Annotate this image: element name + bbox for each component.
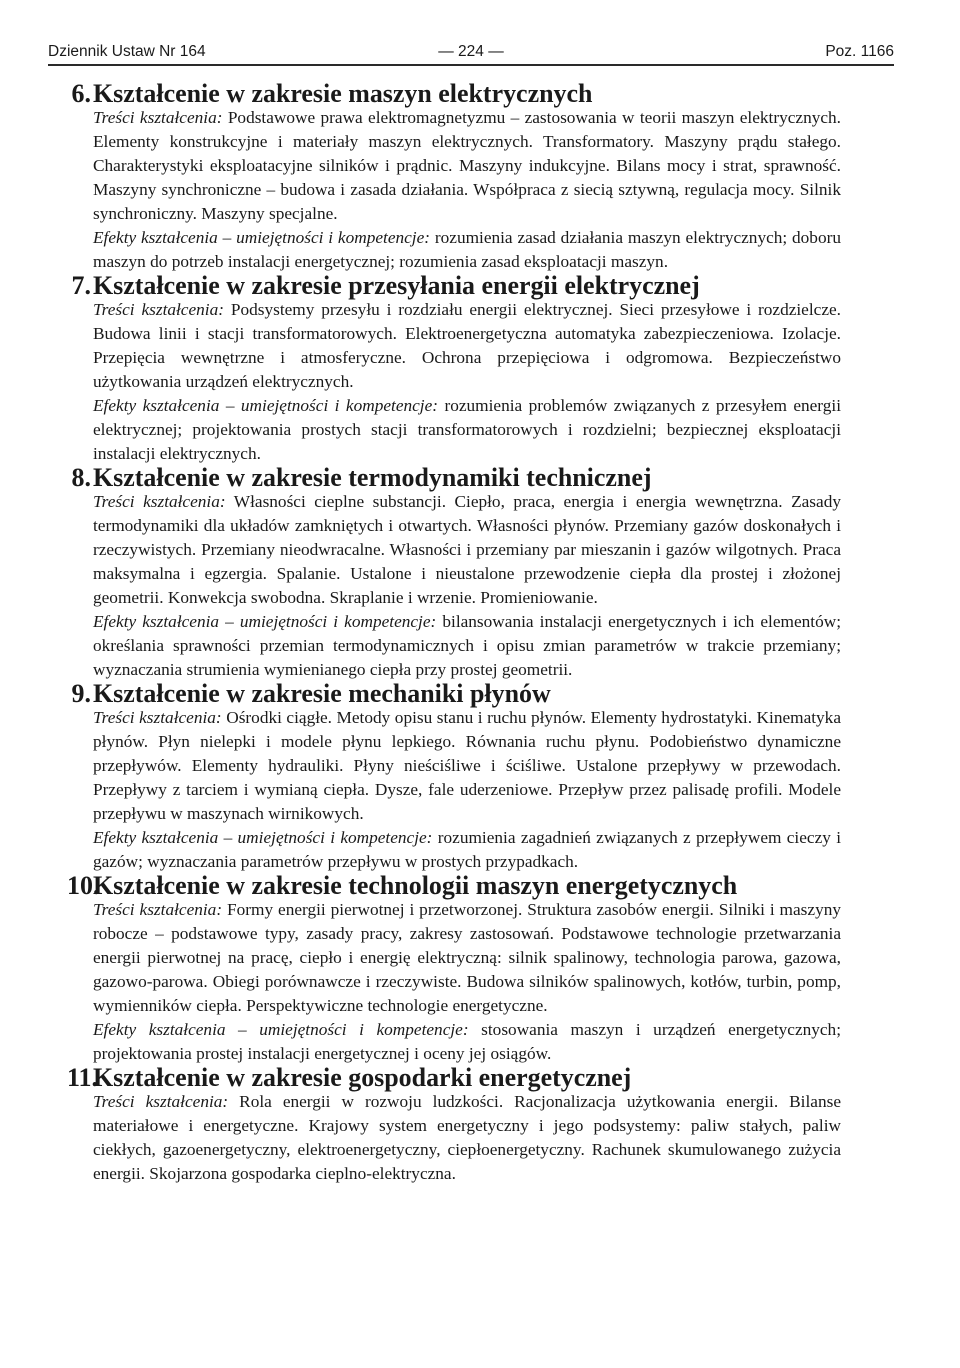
effects-paragraph xyxy=(93,1018,841,1066)
section-number: 10. xyxy=(67,871,100,900)
content-label: Treści kształcenia: xyxy=(93,900,223,919)
section-9 xyxy=(71,679,841,874)
section-8 xyxy=(71,463,842,682)
section-title-text: Kształcenie w zakresie przesyłania energii elektrycznej xyxy=(93,271,700,300)
content-text: Ośrodki ciągłe. Metody opisu stanu i ruchu płynów. Elementy hydrostatyki. Kinematyka płynów. Płyn nielepki i modele płynu lepkiego. Równania ruchu płynu. Podobieństwo dynamiczne przepływów. Elementy hydrauliki. Płyny nieściśliwe i ściśliwe. Ustalone przepływy w przewodach. Przepływy z tarciem i wymianą ciepła. Dysze, fale uderzeniowe. Przepływ przez palisadę profili. Modele przepływu w maszynach wirnikowych. xyxy=(93,708,841,823)
effects-paragraph xyxy=(93,610,841,682)
section-title xyxy=(67,871,841,900)
effects-paragraph xyxy=(93,394,841,466)
section-title xyxy=(71,79,841,108)
section-10 xyxy=(67,871,842,1066)
content-label: Treści kształcenia: xyxy=(93,1092,229,1111)
section-11 xyxy=(67,1063,841,1186)
content-paragraph xyxy=(93,106,841,226)
effects-text: stosowania maszyn i urządzeń energetycznych; projektowania prostej instalacji energetycznej i oceny jej osiągów. xyxy=(93,1020,842,1063)
running-header xyxy=(48,41,894,65)
section-number: 6. xyxy=(71,79,91,108)
section-title-text: Kształcenie w zakresie maszyn elektrycznych xyxy=(93,79,593,108)
content-label: Treści kształcenia: xyxy=(93,108,223,127)
content-label: Treści kształcenia: xyxy=(93,708,222,727)
content-text: Formy energii pierwotnej i przetworzonej. Struktura zasobów energii. Silniki i maszyny robocze – podstawowe typy, zasady pracy, zakresy zastosowań. Podstawowe technologie przetwarzania energii pierwotnej na pracę, ciepło i energię elektryczną: silnik spalinowy, technologia parowa, gazowa, gazowo-parowa. Obiegi porównawcze i rzeczywiste. Budowa silników spalinowych, kotłów, turbin, pomp, wymienników ciepła. Perspektywiczne technologie energetyczne. xyxy=(93,900,841,1015)
section-number: 9. xyxy=(71,679,91,708)
section-title xyxy=(71,463,841,492)
effects-paragraph xyxy=(93,826,841,874)
content-label: Treści kształcenia: xyxy=(93,300,224,319)
section-title-text: Kształcenie w zakresie technologii maszyn energetycznych xyxy=(93,871,738,900)
effects-text: rozumienia zasad działania maszyn elektrycznych; doboru maszyn do potrzeb instalacji energetycznej; rozumienia zasad eksploatacji maszyn. xyxy=(93,228,841,271)
effects-label: Efekty kształcenia – umiejętności i kompetencje: xyxy=(93,612,437,631)
section-6 xyxy=(71,79,841,274)
section-7 xyxy=(71,271,841,466)
content-paragraph xyxy=(93,1090,841,1186)
section-title-text: Kształcenie w zakresie gospodarki energetycznej xyxy=(93,1063,632,1092)
section-number: 7. xyxy=(71,271,91,300)
header-rule xyxy=(48,64,894,66)
content-paragraph xyxy=(93,706,841,826)
position-number: Poz. 1166 xyxy=(825,43,894,60)
effects-paragraph xyxy=(93,226,841,274)
page-number: — 224 — xyxy=(438,43,504,60)
effects-label: Efekty kształcenia – umiejętności i kompetencje: xyxy=(93,396,439,415)
section-title xyxy=(71,271,841,300)
content-paragraph xyxy=(93,298,841,394)
effects-label: Efekty kształcenia – umiejętności i kompetencje: xyxy=(93,828,433,847)
content-paragraph xyxy=(93,490,841,610)
content-text: Podstawowe prawa elektromagnetyzmu – zastosowania w teorii maszyn elektrycznych. Elementy konstrukcyjne i materiały maszyn elektrycznych. Transformatory. Maszyny prądu stałego. Charakterystyki eksploatacyjne silników i prądnic. Maszyny indukcyjne. Bilans mocy i strat, sprawność. Maszyny synchroniczne – budowa i zasada działania. Współpraca z siecią sztywną, regulacja mocy. Silnik synchroniczny. Maszyny specjalne. xyxy=(93,108,841,223)
content-text: Własności cieplne substancji. Ciepło, praca, energia i energia wewnętrzna. Zasady termodynamiki dla układów zamkniętych i otwartych. Własności płynów. Przemiany gazów doskonałych i rzeczywistych. Przemiany nieodwracalne. Własności i przemiany par mieszanin i gazów wilgotnych. Praca maksymalna i egzergia. Spalanie. Ustalone i nieustalone przewodzenie ciepła dla prostej i złożonej geometrii. Konwekcja swobodna. Skraplanie i wrzenie. Promieniowanie. xyxy=(93,492,841,607)
content-paragraph xyxy=(93,898,841,1018)
section-number: 11. xyxy=(67,1063,98,1092)
section-number: 8. xyxy=(71,463,91,492)
effects-text: rozumienia problemów związanych z przesyłem energii elektrycznej; projektowania prostych stacji transformatorowych i rozdzielni; bezpiecznej eksploatacji instalacji elektrycznych. xyxy=(93,396,841,463)
section-title xyxy=(71,679,841,708)
effects-label: Efekty kształcenia – umiejętności i kompetencje: xyxy=(93,228,431,247)
publication-title: Dziennik Ustaw Nr 164 xyxy=(48,43,206,60)
effects-label: Efekty kształcenia – umiejętności i kompetencje: xyxy=(93,1020,469,1039)
effects-text: bilansowania instalacji energetycznych i ich elementów; określania sprawności przemian termodynamicznych i opisu zmian parametrów w trakcie przemiany; wyznaczania strumienia wymienianego ciepła przy prostej geometrii. xyxy=(93,612,842,679)
content-text: Podsystemy przesyłu i rozdziału energii elektrycznej. Sieci przesyłowe i rozdzielcze. Budowa linii i stacji transformatorowych. Elektroenergetyczna automatyka zabezpieczeniowa. Izolacje. Przepięcia wewnętrzne i atmosferyczne. Ochrona przepięciowa i odgromowa. Bezpieczeństwo użytkowania urządzeń elektrycznych. xyxy=(93,300,841,391)
content-label: Treści kształcenia: xyxy=(93,492,226,511)
section-title-text: Kształcenie w zakresie termodynamiki technicznej xyxy=(93,463,652,492)
content-text: Rola energii w rozwoju ludzkości. Racjonalizacja użytkowania energii. Bilanse materiałowe i energetyczne. Krajowy system energetyczny i jego podsystemy: paliw stałych, paliw ciekłych, gazoenergetyczny, elektroenergetyczny, ciepłoenergetyczny. Rachunek skumulowanego zużycia energii. Skojarzona gospodarka cieplno-elektryczna. xyxy=(93,1092,841,1183)
section-title-text: Kształcenie w zakresie mechaniki płynów xyxy=(93,679,551,708)
effects-text: rozumienia zagadnień związanych z przepływem cieczy i gazów; wyznaczania parametrów przepływu w prostych przypadkach. xyxy=(93,828,841,871)
document-body xyxy=(67,79,842,1186)
section-title xyxy=(67,1063,841,1092)
